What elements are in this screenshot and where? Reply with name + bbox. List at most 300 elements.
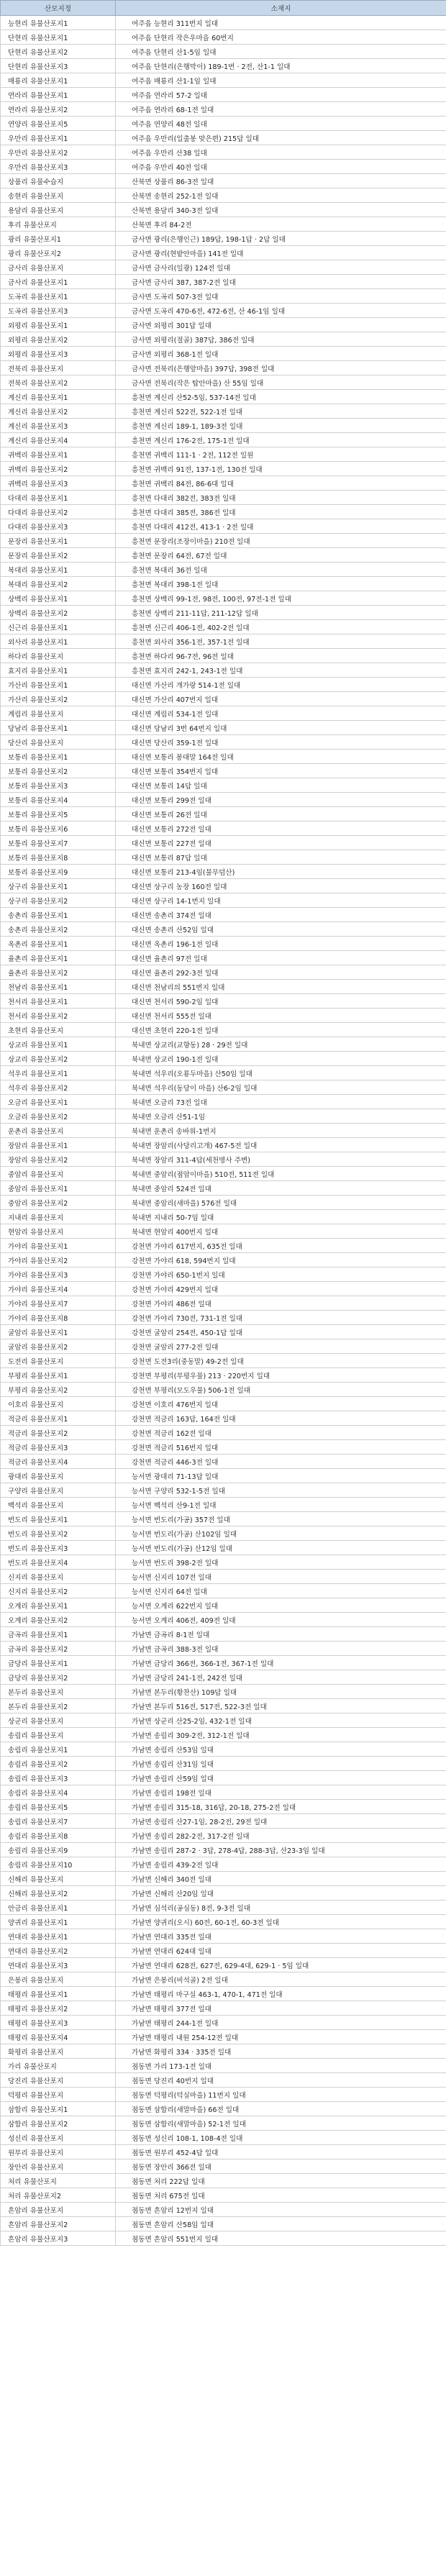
location-cell: 능서면 오계리 622번지 일대 [116,1598,446,1613]
site-name-cell: 계신리 유물산포지3 [1,419,116,433]
site-name-cell: 가야리 유물산포지7 [1,1296,116,1311]
table-row [1,1167,446,1181]
table-row [1,1124,446,1138]
location-cell: 능서면 백석리 산9-1전 일대 [116,1498,446,1512]
table-row [1,563,446,577]
site-name-cell: 단현리 유물산포지1 [1,30,116,45]
location-cell: 강천면 가야리 429번지 일대 [116,1282,446,1296]
table-row [1,2203,446,2217]
table-row [1,1383,446,1397]
location-cell: 금사면 외평리 368-1전 일대 [116,347,446,361]
site-name-cell: 송림리 유물산포지2 [1,1757,116,1771]
site-name-cell: 태평리 유물산포지4 [1,2030,116,2044]
site-name-cell: 오금리 유물산포지1 [1,1095,116,1109]
table-row [1,30,446,45]
table-row [1,447,446,462]
site-name-cell: 중암리 유물산포지 [1,1167,116,1181]
site-name-cell: 보통리 유물산포지4 [1,793,116,807]
table-row [1,980,446,994]
table-row [1,376,446,390]
location-cell: 점동면 덕평리(덕실마을) 11번지 일대 [116,2088,446,2102]
site-name-cell: 신해리 유물산포지 [1,1872,116,1886]
table-row [1,1555,446,1570]
table-row [1,347,446,361]
table-row [1,1742,446,1757]
location-cell: 흥천면 다대리 385전, 386전 일대 [116,505,446,519]
table-row [1,160,446,174]
site-name-cell: 양귀리 유물산포지1 [1,1915,116,1929]
site-name-cell: 흔암리 유물산포지2 [1,2217,116,2231]
site-name-cell: 귀백리 유물산포지1 [1,447,116,462]
site-name-cell: 백석리 유물산포지 [1,1498,116,1512]
site-name-cell: 송림리 유물산포지10 [1,1857,116,1872]
table-row [1,102,446,117]
table-row [1,1915,446,1929]
site-name-cell: 상군리 유물산포지 [1,1713,116,1728]
location-cell: 대신면 상구리 14-1번지 일대 [116,893,446,908]
table-row [1,73,446,88]
table-row [1,1109,446,1124]
site-name-cell: 하다리 유물산포지 [1,649,116,663]
location-cell: 능서면 번도리(가공) 산102임 일대 [116,1526,446,1541]
table-row [1,908,446,922]
table-row [1,937,446,951]
location-cell: 대신면 가산리 407번지 일대 [116,692,446,706]
location-cell: 가남면 송림리 198전 일대 [116,1785,446,1800]
site-name-cell: 금사리 유물산포지 [1,260,116,275]
location-cell: 가남면 송림리 산59임 일대 [116,1771,446,1785]
site-name-cell: 천서리 유물산포지1 [1,994,116,1009]
table-row [1,2217,446,2231]
site-name-cell: 연대리 유물산포지3 [1,1958,116,1972]
site-name-cell: 적금리 유물산포지3 [1,1440,116,1455]
site-name-cell: 초현리 유물산포지 [1,1023,116,1037]
location-cell: 흥천면 계신리 522전, 522-1전 일대 [116,404,446,419]
site-name-cell: 금곡리 유물산포지1 [1,1627,116,1642]
site-name-cell: 계신리 유물산포지4 [1,433,116,447]
location-cell: 여주읍 단현리(은행막이) 189-1번 · 2전, 산1-1 일대 [116,59,446,73]
table-row [1,1368,446,1383]
site-name-cell: 흔암리 유물산포지3 [1,2231,116,2246]
table-row [1,1944,446,1958]
location-cell: 가남면 금곡리 8-1전 일대 [116,1627,446,1642]
location-cell: 흥천면 다대리 412전, 413-1 · 2전 일대 [116,519,446,534]
table-row [1,2174,446,2188]
table-row [1,893,446,908]
table-row [1,1037,446,1052]
table-row [1,304,446,318]
site-name-cell: 외평리 유물산포지1 [1,318,116,332]
location-cell: 대신면 천서리 590-2임 일대 [116,994,446,1009]
table-row [1,678,446,692]
table-row [1,1728,446,1742]
table-row [1,1296,446,1311]
location-cell: 여주읍 우만리(일출봉 맞은편) 215답 일대 [116,131,446,145]
table-row [1,519,446,534]
location-cell: 점동면 삼합리(새말마을) 52-1전 일대 [116,2116,446,2131]
location-cell: 흥천면 효지리 242-1, 243-1전 일대 [116,663,446,678]
location-cell: 능서면 번도리(가공) 산12임 일대 [116,1541,446,1555]
location-cell: 북내면 장암리(사당리고개) 467-5전 일대 [116,1138,446,1152]
site-name-cell: 신근리 유물산포지1 [1,620,116,634]
table-row [1,1872,446,1886]
table-row [1,634,446,649]
site-name-cell: 능현리 유물산포지1 [1,16,116,30]
table-row [1,706,446,721]
site-name-cell: 외사리 유물산포지1 [1,634,116,649]
location-cell: 가남면 화평리 334 · 335전 일대 [116,2044,446,2059]
site-name-cell: 송현리 유물산포지 [1,188,116,203]
location-cell: 대신면 상구리 농장 160전 일대 [116,879,446,893]
location-cell: 점동면 당진리 40번지 일대 [116,2073,446,2088]
site-name-cell: 우만리 유물산포지2 [1,145,116,160]
site-name-cell: 번도리 유물산포지3 [1,1541,116,1555]
table-row [1,131,446,145]
location-cell: 흥천면 계신리 176-2전, 175-1전 일대 [116,433,446,447]
site-name-cell: 현암리 유물산포지 [1,1224,116,1239]
location-cell: 여주읍 연라리 68-1전 일대 [116,102,446,117]
location-cell: 강천면 이호리 476번지 일대 [116,1397,446,1411]
table-row [1,1670,446,1685]
location-cell: 여주읍 매룡리 산1-1임 일대 [116,73,446,88]
site-name-cell: 보통리 유물산포지5 [1,807,116,822]
site-name-cell: 오계리 유물산포지2 [1,1613,116,1627]
table-row [1,793,446,807]
location-cell: 북내면 석우리(오룡두마을) 산50임 일대 [116,1066,446,1080]
location-cell: 여주읍 연라리 57-2 일대 [116,88,446,102]
location-cell: 여주읍 우만리 산38 일대 [116,145,446,160]
location-cell: 북내면 중암리(새마을) 576전 일대 [116,1196,446,1210]
table-row [1,2102,446,2116]
location-cell: 북내면 오금리 73전 일대 [116,1095,446,1109]
table-row [1,1440,446,1455]
table-row [1,735,446,750]
site-name-cell: 송림리 유물산포지8 [1,1829,116,1843]
location-cell: 흥천면 외사리 356-1전, 357-1전 일대 [116,634,446,649]
site-name-cell: 후리 유물산포지 [1,217,116,232]
location-cell: 가남면 태평리 377전 일대 [116,2001,446,2016]
site-name-cell: 중암리 유물산포지1 [1,1181,116,1196]
table-row [1,491,446,505]
location-cell: 가남면 송림리 산31임 일대 [116,1757,446,1771]
site-name-cell: 원부리 유물산포지 [1,2145,116,2159]
table-row [1,591,446,606]
table-row [1,1757,446,1771]
table-row [1,1656,446,1670]
site-name-cell: 장안리 유물산포지 [1,2159,116,2174]
header-site-name: 산모지정 [1,1,116,16]
table-row [1,778,446,793]
site-name-cell: 상백리 유물산포지1 [1,591,116,606]
site-name-cell: 본두리 유물산포지 [1,1685,116,1699]
table-row [1,1526,446,1541]
location-cell: 대신면 율촌리 292-3전 일대 [116,965,446,980]
location-cell: 산북면 송현리 252-1전 일대 [116,188,446,203]
site-name-cell: 번도리 유물산포지1 [1,1512,116,1526]
site-name-cell: 삼합리 유물산포지1 [1,2102,116,2116]
location-cell: 가남면 송림리 315-18, 316답, 20-18, 275-2전 일대 [116,1800,446,1814]
table-row [1,1210,446,1224]
location-cell: 북내면 중암리(점암이마을) 510전, 511전 일대 [116,1167,446,1181]
location-cell: 여주읍 연양리 48전 일대 [116,117,446,131]
location-cell: 가남면 양귀리(오시) 60전, 60-1전, 60-3전 일대 [116,1915,446,1929]
site-name-cell: 연대리 유물산포지2 [1,1944,116,1958]
location-cell: 능서면 광대리 71-13답 일대 [116,1469,446,1483]
location-cell: 강천면 가야리 618, 594번지 일대 [116,1253,446,1267]
site-name-cell: 우만리 유물산포지3 [1,160,116,174]
site-name-cell: 보통리 유물산포지1 [1,750,116,764]
table-row [1,260,446,275]
header-row [1,1,446,16]
location-cell: 대신면 송촌리 산52임 일대 [116,922,446,937]
table-row [1,1570,446,1584]
site-name-cell: 보통리 유물산포지8 [1,850,116,865]
location-cell: 가남면 송림리 산53임 일대 [116,1742,446,1757]
site-name-cell: 본두리 유물산포지2 [1,1699,116,1713]
table-row [1,663,446,678]
table-row [1,822,446,836]
site-name-cell: 당남리 유물산포지1 [1,721,116,735]
site-name-cell: 도전리 유물산포지 [1,1354,116,1368]
site-name-cell: 가리 유물산포지 [1,2059,116,2073]
table-row [1,419,446,433]
location-cell: 점동면 성신리 108-1, 108-4전 일대 [116,2131,446,2145]
location-cell: 가남면 송림리 439-2전 일대 [116,1857,446,1872]
table-row [1,577,446,591]
site-name-cell: 문장리 유물산포지1 [1,534,116,548]
site-name-cell: 가야리 유물산포지2 [1,1253,116,1267]
table-row [1,318,446,332]
location-cell: 북내면 상교리 190-1전 일대 [116,1052,446,1066]
location-cell: 점동면 흔암리 12번지 일대 [116,2203,446,2217]
location-cell: 강천면 굴암리 254전, 450-1답 일대 [116,1325,446,1339]
site-name-cell: 중암리 유물산포지2 [1,1196,116,1210]
table-row [1,2088,446,2102]
header-location: 소재지 [116,1,446,16]
site-name-cell: 전북리 유물산포지2 [1,376,116,390]
location-cell: 대신면 천서리 555전 일대 [116,1009,446,1023]
location-cell: 금사면 전북리(은행앞마을) 397답, 398전 일대 [116,361,446,376]
location-cell: 금사면 도곡리 470-6전, 472-6전, 산 46-1임 일대 [116,304,446,318]
site-name-cell: 상교리 유물산포지2 [1,1052,116,1066]
location-cell: 점동면 처리 222답 일대 [116,2174,446,2188]
site-name-cell: 송림리 유물산포지4 [1,1785,116,1800]
location-cell: 대신면 초현리 220-1전 일대 [116,1023,446,1037]
site-name-cell: 부평리 유물산포지1 [1,1368,116,1383]
site-name-cell: 처리 유물산포지 [1,2174,116,2188]
location-cell: 북내면 오금리 산51-1임 [116,1109,446,1124]
location-cell: 가남면 태평리 244-1전 일대 [116,2016,446,2030]
location-cell: 대신면 보통리 봉대말 164전 일대 [116,750,446,764]
location-cell: 금사면 외평리 301답 일대 [116,318,446,332]
location-cell: 강천면 가야리 617번지, 635전 일대 [116,1239,446,1253]
location-cell: 흥천면 다대리 382전, 383전 일대 [116,491,446,505]
location-cell: 북내면 지내리 50-7임 일대 [116,1210,446,1224]
location-cell: 북내면 상교리(교향동) 28 · 29전 일대 [116,1037,446,1052]
site-name-cell: 광리 유물산포지1 [1,232,116,246]
site-name-cell: 가산리 유물산포지2 [1,692,116,706]
table-row [1,2159,446,2174]
location-cell: 대신면 당남리 3번 64번지 일대 [116,721,446,735]
location-cell: 가남면 연대리 624대 일대 [116,1944,446,1958]
site-name-cell: 옥촌리 유물산포지1 [1,937,116,951]
site-name-cell: 이호리 유물산포지 [1,1397,116,1411]
site-name-cell: 삼합리 유물산포지2 [1,2116,116,2131]
location-cell: 흥천면 귀백리 111-1 · 2전, 112전 일원 [116,447,446,462]
site-name-cell: 다대리 유물산포지1 [1,491,116,505]
site-name-cell: 오계리 유물산포지1 [1,1598,116,1613]
site-name-cell: 연라리 유물산포지2 [1,102,116,117]
table-row [1,1253,446,1267]
table-row [1,1785,446,1800]
location-cell: 점동면 흔암리 551번지 일대 [116,2231,446,2246]
site-name-cell: 구양리 유물산포지 [1,1483,116,1498]
table-row [1,45,446,59]
table-row [1,1196,446,1210]
site-name-cell: 천서리 유물산포지2 [1,1009,116,1023]
table-row [1,2231,446,2246]
location-cell: 능서면 번도리(가공) 357전 일대 [116,1512,446,1526]
table-row [1,246,446,260]
table-row [1,807,446,822]
location-cell: 대신면 보통리 227전 일대 [116,836,446,850]
site-name-cell: 석우리 유물산포지2 [1,1080,116,1095]
location-cell: 대신면 가산리 개가랑 514-1전 일대 [116,678,446,692]
table-row [1,965,446,980]
site-name-cell: 송림리 유물산포지7 [1,1814,116,1829]
table-row [1,390,446,404]
site-name-cell: 가야리 유물산포지4 [1,1282,116,1296]
table-row [1,951,446,965]
site-name-cell: 전북리 유물산포지 [1,361,116,376]
table-row [1,721,446,735]
location-cell: 대신면 보통리 213-4임(물무덤산) [116,865,446,879]
table-row [1,1095,446,1109]
table-row [1,2044,446,2059]
location-cell: 강천면 적금리 163답, 164전 일대 [116,1411,446,1426]
location-cell: 강천면 적금리 162전 일대 [116,1426,446,1440]
location-cell: 대신면 송촌리 374전 일대 [116,908,446,922]
table-row [1,922,446,937]
site-name-cell: 계신리 유물산포지1 [1,390,116,404]
table-body [1,16,446,2246]
location-cell: 흥천면 계신리 189-1, 189-3전 일대 [116,419,446,433]
table-row [1,275,446,289]
site-name-cell: 오금리 유물산포지2 [1,1109,116,1124]
location-cell: 가남면 금당리 366전, 366-1전, 367-1전 일대 [116,1656,446,1670]
table-row [1,1613,446,1627]
table-row [1,1498,446,1512]
site-name-cell: 보통리 유물산포지6 [1,822,116,836]
site-name-cell: 계신리 유물산포지2 [1,404,116,419]
location-cell: 북내면 운촌리 송바위-1번지 [116,1124,446,1138]
table-row [1,59,446,73]
site-name-cell: 상품리 유물수습지 [1,174,116,188]
site-name-cell: 신해리 유물산포지2 [1,1886,116,1901]
table-row [1,1814,446,1829]
location-cell: 가남면 송림리 309-2전, 312-1전 일대 [116,1728,446,1742]
location-cell: 가남면 송림리 287-2 · 3답, 278-4답, 288-3답, 산23-3임 일대 [116,1843,446,1857]
site-name-cell: 계림리 유물산포지 [1,706,116,721]
location-cell: 금사면 금사리 387, 387-2전 일대 [116,275,446,289]
table-row [1,1627,446,1642]
site-name-cell: 광리 유물산포지2 [1,246,116,260]
location-cell: 능서면 구양리 532-1-5전 일대 [116,1483,446,1498]
table-row [1,462,446,476]
location-cell: 점동면 장안리 366전 일대 [116,2159,446,2174]
site-name-cell: 화평리 유물산포지 [1,2044,116,2059]
table-row [1,404,446,419]
location-cell: 강천면 가야리 730전, 731-1전 일대 [116,1311,446,1325]
site-name-cell: 가야리 유물산포지1 [1,1239,116,1253]
location-cell: 대신면 보통리 299전 일대 [116,793,446,807]
table-row [1,534,446,548]
site-name-cell: 부평리 유물산포지2 [1,1383,116,1397]
table-row [1,16,446,30]
location-cell: 북내면 현암리 400번지 일대 [116,1224,446,1239]
location-cell: 능서면 오계리 406전, 409전 일대 [116,1613,446,1627]
site-name-cell: 장암리 유물산포지1 [1,1138,116,1152]
table-row [1,1023,446,1037]
location-cell: 대신면 옥촌리 196-1전 일대 [116,937,446,951]
location-cell: 흥천면 귀백리 84전, 86-6대 일대 [116,476,446,491]
table-row [1,1541,446,1555]
table-row [1,1584,446,1598]
table-row [1,232,446,246]
table-row [1,145,446,160]
site-name-cell: 연대리 유물산포지1 [1,1929,116,1944]
table-row [1,1857,446,1872]
location-cell: 점동면 흔암리 산58임 일대 [116,2217,446,2231]
location-cell: 점동면 처리 675전 일대 [116,2188,446,2203]
site-name-cell: 송촌리 유물산포지1 [1,908,116,922]
table-row [1,1685,446,1699]
location-cell: 흥천면 문장리 64전, 67전 일대 [116,548,446,563]
site-name-cell: 단현리 유물산포지2 [1,45,116,59]
location-cell: 점동면 원부리 452-4답 일대 [116,2145,446,2159]
table-row [1,117,446,131]
table-row [1,1469,446,1483]
table-row [1,764,446,778]
table-row [1,994,446,1009]
site-name-cell: 도곡리 유물산포지1 [1,289,116,304]
site-name-cell: 당산리 유물산포지 [1,735,116,750]
location-cell: 가남면 태평리 마구실 463-1, 470-1, 471전 일대 [116,1987,446,2001]
table-row [1,1843,446,1857]
table-row [1,1771,446,1785]
location-cell: 강천면 부평리(모도우물) 506-1전 일대 [116,1383,446,1397]
table-row [1,1397,446,1411]
location-cell: 강천면 적금리 516번지 일대 [116,1440,446,1455]
table-row [1,2145,446,2159]
site-name-cell: 금곡리 유물산포지2 [1,1642,116,1656]
location-cell: 북내면 장암리 311-4답(세천명사 주변) [116,1152,446,1167]
table-row [1,1929,446,1944]
location-cell: 산북면 상품리 86-3전 일대 [116,174,446,188]
site-name-cell: 연라리 유물산포지1 [1,88,116,102]
location-cell: 흥천면 문장리(조장이마을) 210전 일대 [116,534,446,548]
site-name-cell: 굴암리 유물산포지1 [1,1325,116,1339]
site-name-cell: 상교리 유물산포지1 [1,1037,116,1052]
table-row [1,1080,446,1095]
site-name-cell: 태평리 유물산포지3 [1,2016,116,2030]
location-cell: 대신면 보통리 14답 일대 [116,778,446,793]
location-cell: 흥천면 신근리 406-1전, 402-2전 일대 [116,620,446,634]
table-row [1,879,446,893]
table-row [1,1009,446,1023]
site-name-cell: 송림리 유물산포지 [1,1728,116,1742]
table-row [1,2001,446,2016]
